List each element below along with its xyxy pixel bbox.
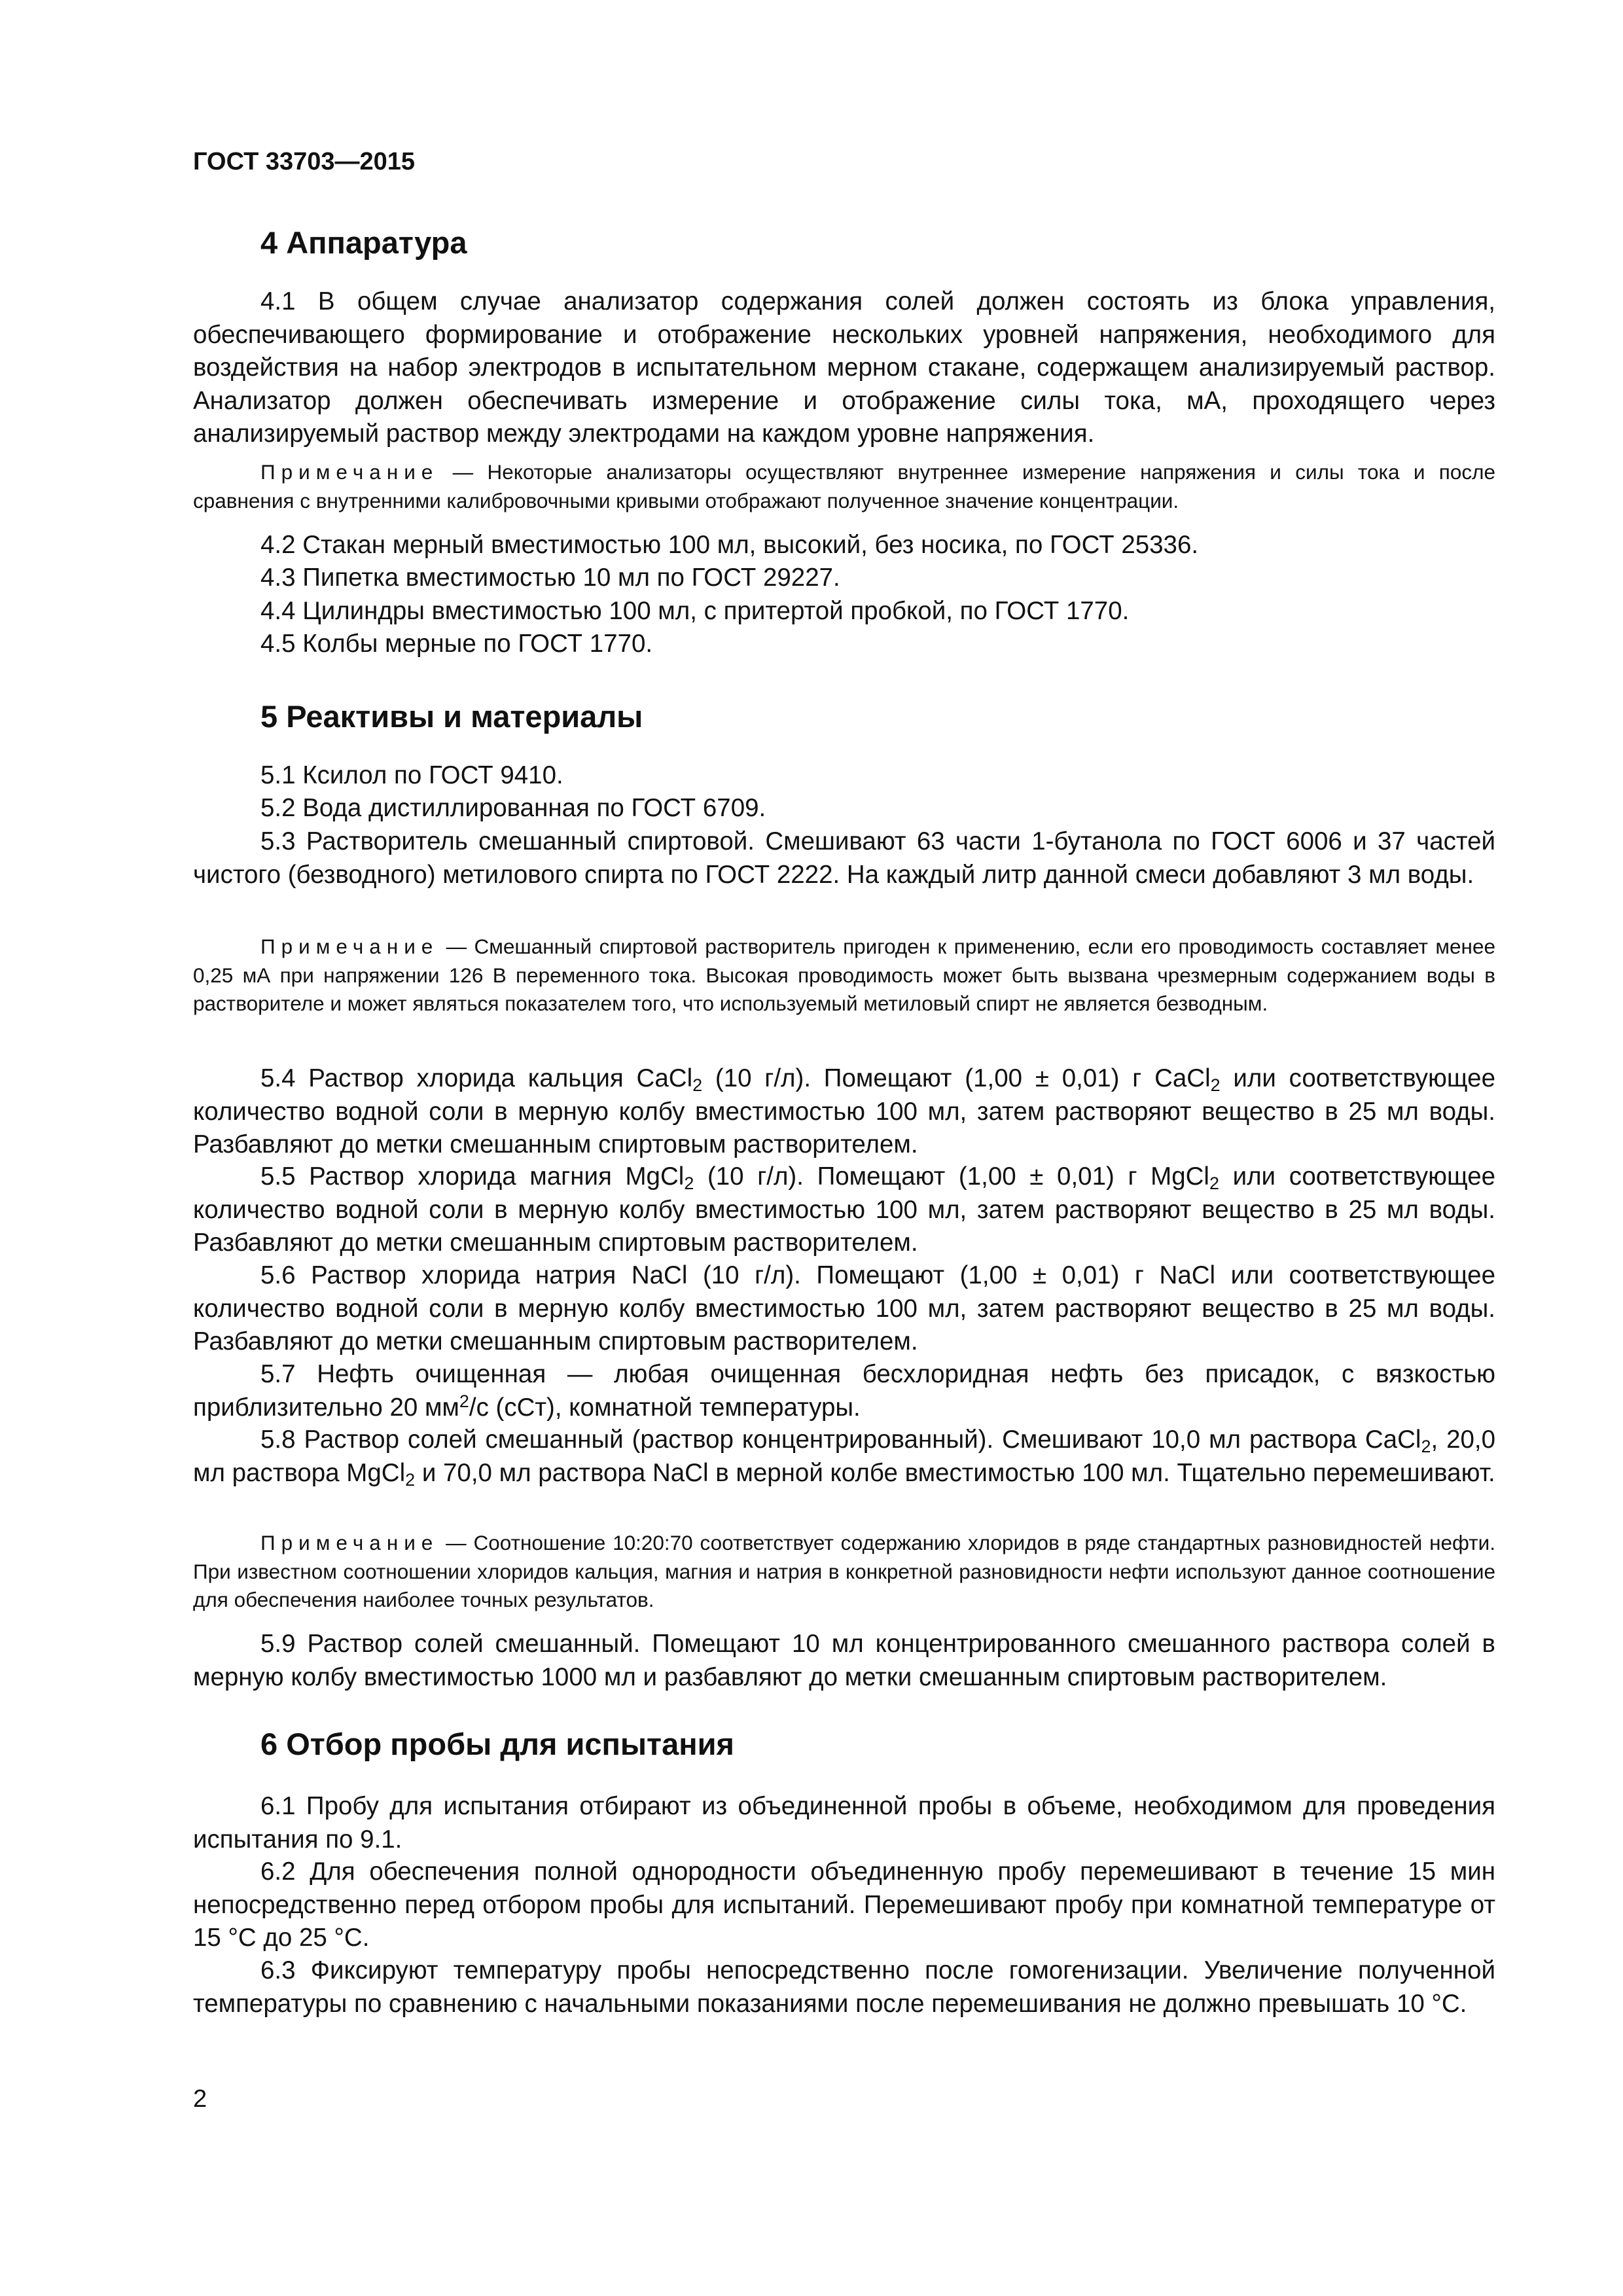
note-text: — Соотношение 10:20:70 соответствует содержанию хлоридов в ряде стандартных разновидностей нефти. При известном соотношении хлоридов кальция, магния и натрия в конкретной разновидности нефти используют данное соотношение для обеспечения наиболее точных результатов. bbox=[193, 1531, 1495, 1611]
paragraph-6-2: 6.2 Для обеспечения полной однородности объединенную пробу перемешивают в течение 15 мин непосредственно перед отбором пробы для испытаний. Перемешивают пробу при комнатной температуре от 15 °С до 25 °С. bbox=[193, 1857, 1495, 1952]
paragraph-5-2: 5.2 Вода дистиллированная по ГОСТ 6709. bbox=[260, 794, 766, 822]
text-run: , 20,0 мл раствора MgCl bbox=[193, 1426, 1496, 1487]
text-run: 5.8 Раствор солей смешанный (раствор концентрированный). Смешивают 10,0 мл раствора CaCl bbox=[260, 1426, 1421, 1454]
note-4 bbox=[193, 458, 1495, 515]
note-5-1 bbox=[193, 933, 1495, 1018]
note-text: — Смешанный спиртовой растворитель пригоден к применению, если его проводимость составляет менее 0,25 мА при напряжении 126 В переменного тока. Высокая проводимость может быть вызвана чрезмерным содержанием воды в растворителе и может являться показателем того, что используемый метиловый спирт не является безводным. bbox=[193, 935, 1495, 1015]
paragraph-5-1: 5.1 Ксилол по ГОСТ 9410. bbox=[260, 761, 563, 789]
subscript: 2 bbox=[1421, 1437, 1431, 1456]
note-label: Примечание bbox=[260, 935, 439, 958]
note-label: Примечание bbox=[260, 1531, 439, 1554]
text-run: и 70,0 мл раствора NaCl в мерной колбе вместимостью 100 мл. Тщательно перемешивают. bbox=[415, 1458, 1495, 1487]
text-run: /с (сСт), комнатной температуры. bbox=[469, 1393, 861, 1422]
text-run: 5.4 Раствор хлорида кальция CaCl bbox=[260, 1064, 693, 1092]
text-run: или соответствующее количество водной соли в мерную колбу вместимостью 100 мл, затем растворяют вещество в 25 мл воды. Разбавляют до метки смешанным спиртовым растворителем. bbox=[193, 1064, 1496, 1158]
paragraph-5-3: 5.3 Растворитель смешанный спиртовой. Смешивают 63 части 1-бутанола по ГОСТ 6006 и 37 частей чистого (безводного) метилового спирта по ГОСТ 2222. На каждый литр данной смеси добавляют 3 мл воды. bbox=[193, 827, 1495, 889]
paragraph-6-1: 6.1 Пробу для испытания отбирают из объединенной пробы в объеме, необходимом для проведения испытания по 9.1. bbox=[193, 1792, 1495, 1854]
paragraph-5-7 bbox=[193, 1358, 1495, 1424]
note-text: — Некоторые анализаторы осуществляют внутреннее измерение напряжения и силы тока и после сравнения с внутренними калибровочными кривыми отображают полученное значение концентрации. bbox=[193, 460, 1495, 512]
paragraph-5-9: 5.9 Раствор солей смешанный. Помещают 10 мл концентрированного смешанного раствора солей в мерную колбу вместимостью 1000 мл и разбавляют до метки смешанным спиртовым растворителем. bbox=[193, 1630, 1495, 1691]
paragraph-4-1: 4.1 В общем случае анализатор содержания солей должен состоять из блока управления, обеспечивающего формирование и отображение нескольких уровней напряжения, необходимого для воздействия на набор электродов в испытательном мерном стакане, содержащем анализируемый раствор. Анализатор должен обеспечивать измерение и отображение силы тока, мА, проходящего через анализируемый раствор между электродами на каждом уровне напряжения. bbox=[193, 287, 1495, 448]
paragraph-5-5 bbox=[193, 1160, 1495, 1260]
paragraph-4-3: 4.3 Пипетка вместимостью 10 мл по ГОСТ 29227. bbox=[260, 564, 840, 592]
text-run: или соответствующее количество водной соли в мерную колбу вместимостью 100 мл, затем растворяют вещество в 25 мл воды. Разбавляют до метки смешанным спиртовым растворителем. bbox=[193, 1162, 1496, 1257]
paragraph-4-2: 4.2 Стакан мерный вместимостью 100 мл, высокий, без носика, по ГОСТ 25336. bbox=[260, 531, 1199, 559]
paragraph-5-8 bbox=[193, 1424, 1495, 1490]
text-run: 5.7 Нефть очищенная — любая очищенная бесхлоридная нефть без присадок, с вязкостью приблизительно 20 мм bbox=[193, 1360, 1495, 1422]
text-run: 5.5 Раствор хлорида магния MgCl bbox=[260, 1162, 685, 1191]
subscript: 2 bbox=[1210, 1075, 1221, 1095]
subscript: 2 bbox=[405, 1469, 416, 1490]
page-number: 2 bbox=[193, 2085, 207, 2113]
paragraph-5-6: 5.6 Раствор хлорида натрия NaCl (10 г/л). Помещают (1,00 ± 0,01) г NaCl или соответствующее количество водной соли в мерную колбу вместимостью 100 мл, затем растворяют вещество в 25 мл воды. Разбавляют до метки смешанным спиртовым растворителем. bbox=[193, 1261, 1495, 1355]
subscript: 2 bbox=[692, 1075, 703, 1095]
text-run: (10 г/л). Помещают (1,00 ± 0,01) г CaCl bbox=[702, 1064, 1211, 1092]
superscript: 2 bbox=[459, 1391, 469, 1411]
paragraph-6-3: 6.3 Фиксируют температуру пробы непосредственно после гомогенизации. Увеличение полученной температуры по сравнению с начальными показаниями после перемешивания не должно превышать 10 °С. bbox=[193, 1956, 1495, 2018]
text-run: (10 г/л). Помещают (1,00 ± 0,01) г MgCl bbox=[694, 1162, 1209, 1191]
section-4-heading: 4 Аппаратура bbox=[260, 225, 467, 260]
document-code-header: ГОСТ 33703—2015 bbox=[193, 148, 416, 175]
paragraph-5-4 bbox=[193, 1062, 1495, 1162]
note-5-2 bbox=[193, 1529, 1495, 1615]
subscript: 2 bbox=[684, 1174, 694, 1193]
subscript: 2 bbox=[1209, 1174, 1219, 1193]
note-label: Примечание bbox=[260, 460, 439, 484]
paragraph-4-5: 4.5 Колбы мерные по ГОСТ 1770. bbox=[260, 630, 653, 658]
section-6-heading: 6 Отбор пробы для испытания bbox=[260, 1727, 734, 1761]
section-5-heading: 5 Реактивы и материалы bbox=[260, 699, 643, 734]
paragraph-4-4: 4.4 Цилиндры вместимостью 100 мл, с притертой пробкой, по ГОСТ 1770. bbox=[260, 597, 1130, 625]
